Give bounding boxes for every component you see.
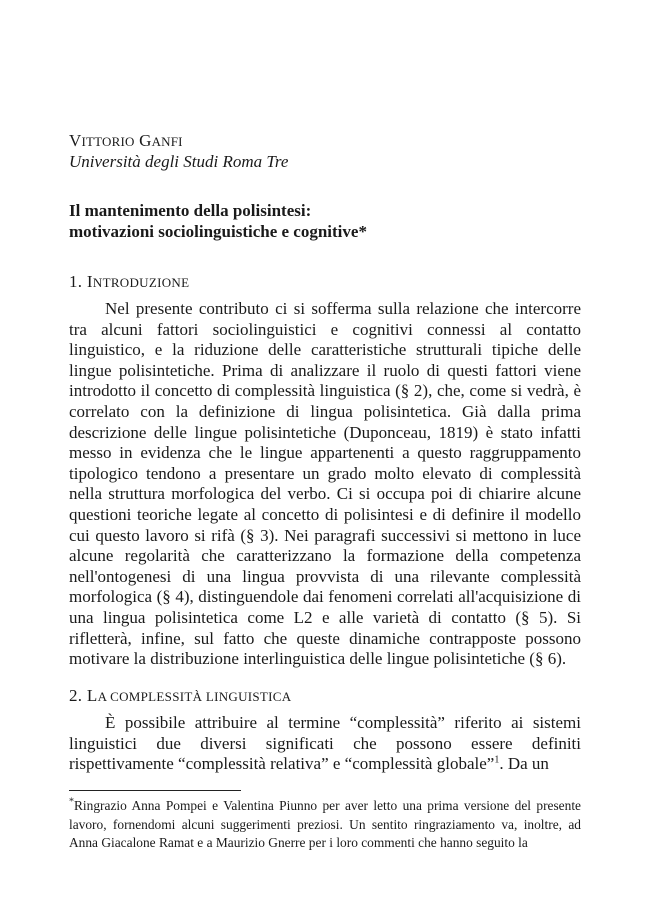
paragraph-text-tail: . Da un bbox=[499, 754, 549, 774]
section-initial: L bbox=[86, 686, 98, 705]
paper-title bbox=[69, 201, 367, 242]
paper-title-line-2: motivazioni sociolinguistiche e cognitive* bbox=[69, 221, 367, 241]
section-initial: I bbox=[86, 272, 93, 291]
author-name bbox=[69, 131, 183, 152]
paper-title-line-1: Il mantenimento della polisintesi: bbox=[69, 201, 312, 220]
author-last-rest: ANFI bbox=[151, 134, 183, 149]
author-first-rest: ITTORIO bbox=[81, 134, 135, 149]
section-number: 1. bbox=[69, 272, 83, 291]
author-first-initial: V bbox=[69, 131, 82, 150]
footnote bbox=[69, 797, 581, 853]
paragraph-text: È possibile attribuire al termine “complessità” riferito ai sistemi linguistici due diversi significati che possono essere definiti rispettivamente “complessità relativa” e “complessità globale” bbox=[69, 713, 581, 774]
footnote-reference: 1 bbox=[494, 754, 500, 766]
author-last-initial: G bbox=[139, 131, 152, 150]
footnote-rule bbox=[69, 790, 241, 791]
author-affiliation: Università degli Studi Roma Tre bbox=[69, 152, 289, 171]
footnote-text: Ringrazio Anna Pompei e Valentina Piunno per aver letto una prima versione del presente lavoro, fornendomi alcuni suggerimenti preziosi. Un sentito ringraziamento va, inoltre, ad Anna Giacalone Ramat e a Maurizio Gnerre per i loro commenti che hanno seguito la bbox=[69, 798, 581, 850]
footnote-marker: * bbox=[69, 796, 74, 808]
section-title-rest: NTRODUZIONE bbox=[92, 275, 190, 290]
section-title-rest: A COMPLESSITÀ LINGUISTICA bbox=[97, 689, 292, 704]
paragraph-introduzione: Nel presente contributo ci si sofferma sulla relazione che intercorre tra alcuni fattori sociolinguistici e cognitivi connessi al contatto linguistico, e la riduzione delle caratteristiche strutturali tipiche delle lingue polisintetiche. Prima di analizzare il ruolo di questi fattori viene introdotto il concetto di complessità linguistica (§ 2), che, come si vedrà, è correlato con la definizione di lingua polisintetica. Già dalla prima descrizione delle lingue polisintetiche (Duponceau, 1819) è stato infatti messo in evidenza che le lingue appartenenti a questo raggruppamento tipologico tendono a presentare un grado molto elevato di complessità nella struttura morfologica del verbo. Ci si occupa poi di chiarire alcune questioni teoriche legate al concetto di polisintesi e di definire il modello cui questo lavoro si rifà (§ 3). Nei paragrafi successivi si mettono in luce alcune regolarità che caratterizzano la formazione della competenza nell'ontogenesi di una lingua provvista di una rilevante complessità morfologica (§ 4), distinguendole dai fenomeni correlati all'acquisizione di una lingua polisintetica come L2 e alle varietà di contatto (§ 5). Si rifletterà, infine, sul fatto che queste dinamiche contrapposte possono motivare la distribuzione interlinguistica delle lingue polisintetiche (§ 6). bbox=[69, 299, 581, 669]
section-heading-introduzione bbox=[69, 272, 189, 293]
paragraph-complessita bbox=[69, 713, 581, 775]
section-number: 2. bbox=[69, 686, 83, 705]
section-heading-complessita bbox=[69, 686, 291, 707]
